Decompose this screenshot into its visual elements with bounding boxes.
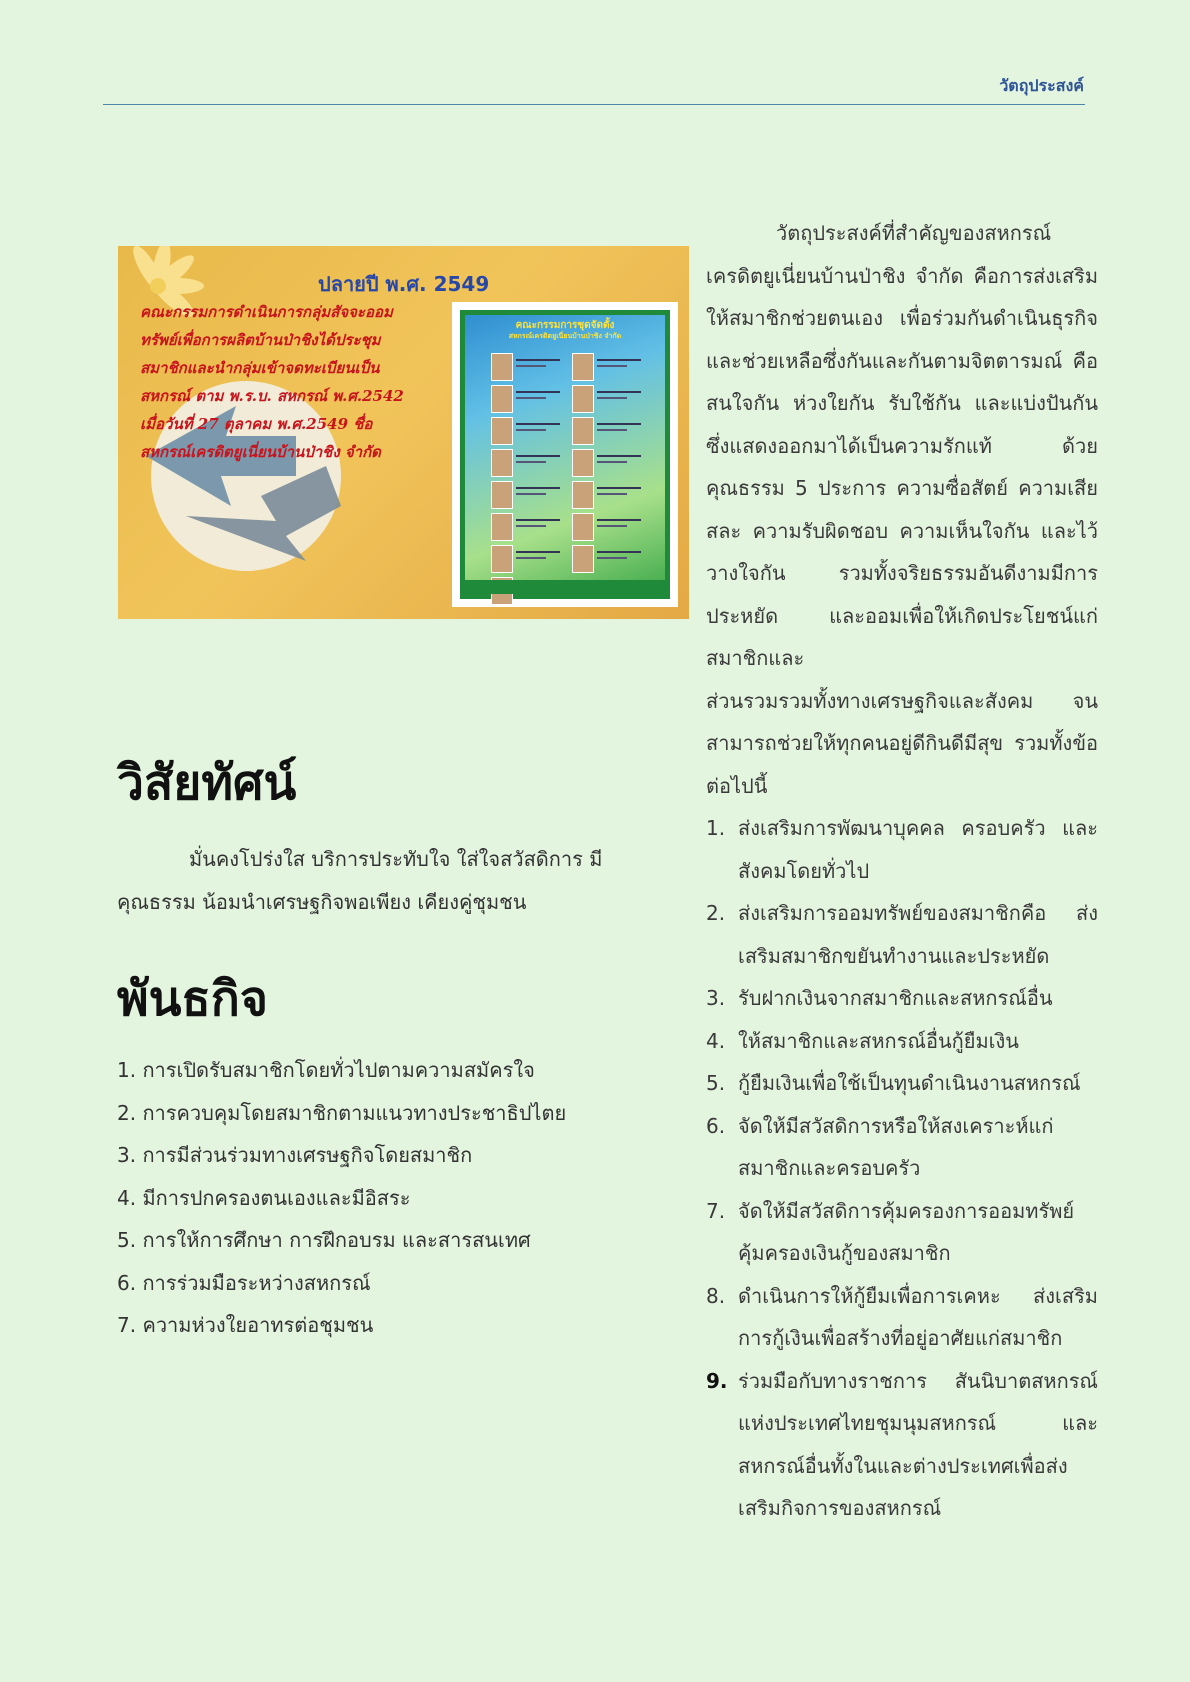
- list-item: 4. มีการปกครองตนเองและมีอิสระ: [117, 1185, 411, 1210]
- mission-heading: พันธกิจ: [117, 971, 268, 1027]
- committee-poster: [452, 302, 678, 607]
- list-item: 5. กู้ยืมเงินเพื่อใช้เป็นทุนดำเนินงานสหกรณ์: [706, 1071, 1081, 1095]
- photo-caption: คณะกรรมการดำเนินการกลุ่มสัจจะออมทรัพย์เพื่อการผลิตบ้านป่าชิงได้ประชุมสมาชิกและนำกลุ่มเข้าจดทะเบียนเป็นสหกรณ์ ตาม พ.ร.บ. สหกรณ์ พ.ศ.2542 เมื่อวันที่ 27 ตุลาคม พ.ศ.2549 ชื่อ สหกรณ์เครดิตยูเนี่ยนบ้านป่าชิง จำกัด: [140, 303, 404, 461]
- vision-heading: วิสัยทัศน์: [117, 755, 297, 811]
- photo-heading: ปลายปี พ.ศ. 2549: [318, 272, 490, 296]
- objectives-section: [706, 212, 1098, 1530]
- poster-subtitle: สหกรณ์เครดิตยูเนี่ยนบ้านป่าชิง จำกัด: [508, 332, 622, 340]
- list-item: 3. รับฝากเงินจากสมาชิกและสหกรณ์อื่น: [706, 986, 1053, 1010]
- page-header-title: วัตถุประสงค์: [999, 76, 1084, 95]
- list-item: 6. การร่วมมือระหว่างสหกรณ์: [117, 1270, 371, 1295]
- list-item: 9. ร่วมมือกับทางราชการ สันนิบาตสหกรณ์แห่งประเทศไทยชุมนุมสหกรณ์ และสหกรณ์อื่นทั้งในและต่างประเทศเพื่อส่งเสริมกิจการของสหกรณ์: [706, 1368, 1098, 1520]
- list-item: 1. ส่งเสริมการพัฒนาบุคคล ครอบครัว และสังคมโดยทั่วไป: [706, 816, 1098, 883]
- header-divider: [103, 104, 1085, 105]
- mission-list: [117, 1049, 697, 1347]
- list-item: 5. การให้การศึกษา การฝึกอบรม และสารสนเทศ: [117, 1228, 531, 1252]
- list-item: 7. ความห่วงใยอาทรต่อชุมชน: [117, 1313, 374, 1337]
- poster-title: คณะกรรมการชุดจัดตั้ง: [515, 320, 615, 331]
- objectives-intro-continued: ส่วนรวมรวมทั้งทางเศรษฐกิจและสังคม จนสามารถช่วยให้ทุกคนอยู่ดีกินดีมีสุข รวมทั้งข้อต่อไปนี้: [706, 688, 1098, 798]
- vision-text: มั่นคงโปร่งใส บริการประทับใจ ใส่ใจสวัสดิการ มีคุณธรรม น้อมนำเศรษฐกิจพอเพียง เคียงคู่ชุมชน: [117, 847, 603, 914]
- list-item: 4. ให้สมาชิกและสหกรณ์อื่นกู้ยืมเงิน: [706, 1028, 1019, 1053]
- list-item: 2. ส่งเสริมการออมทรัพย์ของสมาชิกคือ ส่งเสริมสมาชิกขยันทำงานและประหยัด: [706, 901, 1098, 968]
- committee-portraits: [491, 353, 651, 609]
- list-item: 6. จัดให้มีสวัสดิการหรือให้สงเคราะห์แก่ สมาชิกและครอบครัว: [706, 1113, 1054, 1180]
- list-item: 1. การเปิดรับสมาชิกโดยทั่วไปตามความสมัครใจ: [117, 1058, 535, 1082]
- list-item: 8. ดำเนินการให้กู้ยืมเพื่อการเคหะ ส่งเสริมการกู้เงินเพื่อสร้างที่อยู่อาศัยแก่สมาชิก: [706, 1283, 1098, 1350]
- list-item: 3. การมีส่วนร่วมทางเศรษฐกิจโดยสมาชิก: [117, 1143, 473, 1167]
- list-item: 7. จัดให้มีสวัสดิการคุ้มครองการออมทรัพย์ คุ้มครองเงินกู้ของสมาชิก: [706, 1198, 1075, 1265]
- list-item: 2. การควบคุมโดยสมาชิกตามแนวทางประชาธิปไตย: [117, 1100, 567, 1125]
- cooperative-photo: [118, 246, 689, 619]
- objectives-list: [706, 807, 1098, 1530]
- objectives-intro: วัตถุประสงค์ที่สำคัญของสหกรณ์เครดิตยูเนี่ยนบ้านป่าชิง จำกัด คือการส่งเสริมให้สมาชิกช่วยตนเอง เพื่อร่วมกันดำเนินธุรกิจและช่วยเหลือซึ่งกันและกันตามจิตตารมณ์ คือ สนใจกัน ห่วงใยกัน รับใช้กัน และแบ่งปันกัน ซึ่งแสดงออกมาได้เป็นความรักแท้ ด้วยคุณธรรม 5 ประการ ความซื่อสัตย์ ความเสียสละ ความรับผิดชอบ ความเห็นใจกัน และไว้วางใจกัน รวมทั้งจริยธรรมอันดีงามมีการประหยัด และออมเพื่อให้เกิดประโยชน์แก่สมาชิกและ: [706, 221, 1098, 670]
